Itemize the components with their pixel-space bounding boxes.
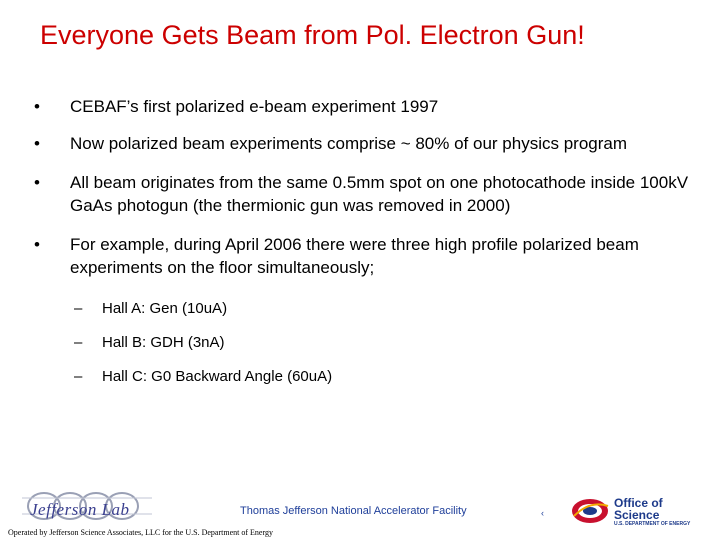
dash-marker: – <box>74 334 83 351</box>
facility-name: Thomas Jefferson National Accelerator Facility <box>240 505 467 517</box>
dash-marker: – <box>74 300 83 317</box>
sub-bullet-text: Hall C: G0 Backward Angle (60uA) <box>102 368 333 385</box>
oos-line1: Office of <box>614 496 663 510</box>
page-mark: ‹ <box>541 508 544 518</box>
bullet-item <box>30 233 690 279</box>
dash-marker: – <box>74 368 83 385</box>
sub-bullet-text: Hall A: Gen (10uA) <box>102 300 228 317</box>
bullet-text: Now polarized beam experiments comprise ~ 80% of our physics program <box>70 134 627 153</box>
bullet-text: CEBAF’s first polarized e-beam experiment 1997 <box>70 97 439 116</box>
sub-bullet-item <box>30 333 690 353</box>
oos-line3: U.S. DEPARTMENT OF ENERGY <box>614 521 691 527</box>
bullet-item <box>30 132 690 155</box>
bullet-text: All beam originates from the same 0.5mm spot on one photocathode inside 100kV GaAs photogun (the thermionic gun was removed in 2000) <box>70 173 689 215</box>
sub-bullet-text: Hall B: GDH (3nA) <box>102 334 225 351</box>
bullet-text: For example, during April 2006 there were three high profile polarized beam experiments on the floor simultaneously; <box>70 235 639 277</box>
operated-by-text: Operated by Jefferson Science Associates, LLC for the U.S. Department of Energy <box>8 528 273 537</box>
bullet-marker: • <box>34 97 40 116</box>
bullet-marker: • <box>34 235 40 254</box>
slide-title: Everyone Gets Beam from Pol. Electron Gun! <box>40 20 585 50</box>
bullet-item <box>30 171 690 217</box>
jefferson-lab-logo-text: Jefferson Lab <box>30 500 130 519</box>
oos-line2: Science <box>614 508 660 522</box>
doe-swirl-icon <box>572 499 608 523</box>
bullet-list <box>30 95 690 387</box>
sub-bullet-item <box>30 367 690 387</box>
bullet-marker: • <box>34 134 40 153</box>
bullet-item <box>30 95 690 118</box>
sub-bullet-item <box>30 299 690 319</box>
bullet-marker: • <box>34 173 40 192</box>
